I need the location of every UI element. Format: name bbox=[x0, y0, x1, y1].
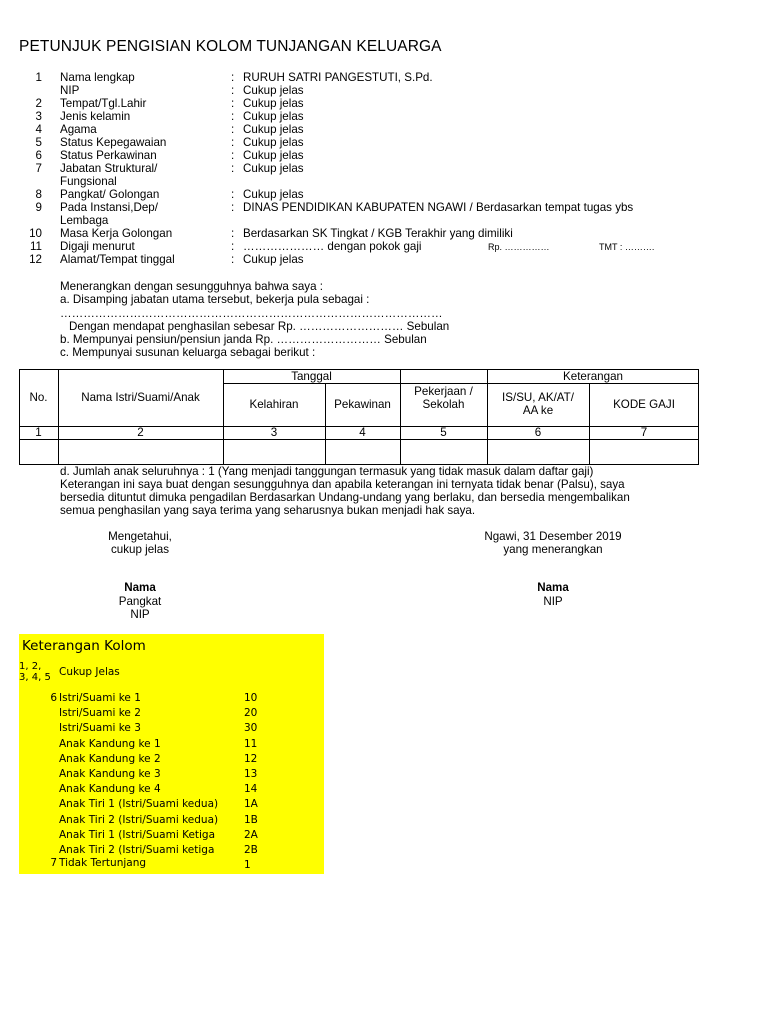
keterangan-row-label: Istri/Suami ke 1 bbox=[59, 692, 141, 704]
sig-left-sub: cukup jelas bbox=[110, 543, 169, 556]
sig-right-sub: yang menerangkan bbox=[503, 543, 603, 556]
field-separator: : bbox=[231, 71, 235, 84]
field-value: Cukup jelas bbox=[243, 110, 304, 123]
field-label: Fungsional bbox=[60, 175, 117, 188]
closing-p3: semua penghasilan yang saya terima yang seharusnya bukan menjadi hak saya. bbox=[60, 504, 476, 517]
closing-d: d. Jumlah anak seluruhnya : 1 (Yang menjadi tanggungan termasuk yang tidak masuk dalam daftar gaji) bbox=[60, 465, 594, 478]
statement-income: Dengan mendapat penghasilan sebesar Rp. ……………………… Sebulan bbox=[69, 320, 450, 333]
field-label: Lembaga bbox=[60, 214, 109, 227]
salary-tmt: TMT : ………. bbox=[599, 242, 655, 252]
keterangan-row-label: Anak Tiri 2 (Istri/Suami kedua) bbox=[59, 814, 219, 826]
field-label: Status Perkawinan bbox=[60, 149, 157, 162]
field-label: Digaji menurut bbox=[60, 240, 135, 253]
index-cell: 6 bbox=[534, 426, 542, 439]
field-label: Agama bbox=[60, 123, 97, 136]
sig-right-name: Nama bbox=[537, 581, 569, 594]
keterangan-kolom-title: Keterangan Kolom bbox=[22, 638, 146, 654]
field-value: Cukup jelas bbox=[243, 162, 304, 175]
field-separator: : bbox=[231, 97, 235, 110]
sig-left-head: Mengetahui, bbox=[108, 530, 172, 543]
field-label: Tempat/Tgl.Lahir bbox=[60, 97, 147, 110]
col-kode-header: KODE GAJI bbox=[613, 398, 675, 411]
field-number: 10 bbox=[29, 227, 42, 240]
field-separator: : bbox=[231, 136, 235, 149]
field-separator: : bbox=[231, 227, 235, 240]
keterangan-row-code: 12 bbox=[244, 753, 258, 765]
keterangan-row-code: 2A bbox=[244, 829, 258, 841]
col-issu-header bbox=[487, 391, 589, 417]
keterangan-first-nums bbox=[19, 661, 51, 683]
field-number: 12 bbox=[29, 253, 42, 266]
field-value: DINAS PENDIDIKAN KABUPATEN NGAWI / Berdasarkan tempat tugas ybs bbox=[243, 201, 634, 214]
field-number: 2 bbox=[35, 97, 42, 110]
statement-a: a. Disamping jabatan utama tersebut, bekerja pula sebagai : bbox=[60, 293, 370, 306]
field-separator: : bbox=[231, 201, 235, 214]
col-no-header: No. bbox=[29, 391, 48, 404]
col-issu-line2: AA ke bbox=[522, 404, 554, 417]
field-value: Cukup jelas bbox=[243, 136, 304, 149]
col-name-header: Nama Istri/Suami/Anak bbox=[81, 391, 200, 404]
field-separator: : bbox=[231, 240, 235, 253]
keterangan-first-nums-line2: 3, 4, 5 bbox=[19, 672, 51, 683]
sig-left-name: Nama bbox=[124, 581, 156, 594]
field-number: 3 bbox=[35, 110, 42, 123]
keterangan-row-code: 14 bbox=[244, 783, 258, 795]
field-separator: : bbox=[231, 123, 235, 136]
field-number: 7 bbox=[35, 162, 42, 175]
sig-left-nip: NIP bbox=[130, 608, 150, 621]
keterangan-first-label: Cukup Jelas bbox=[59, 666, 120, 678]
keterangan-row-code: 13 bbox=[244, 768, 258, 780]
closing-p1: Keterangan ini saya buat dengan sesungguhnya dan apabila keterangan ini ternyata tidak benar (Palsu), saya bbox=[60, 478, 625, 491]
field-value: Cukup jelas bbox=[243, 188, 304, 201]
field-number: 9 bbox=[35, 201, 42, 214]
field-label: Jenis kelamin bbox=[60, 110, 131, 123]
field-separator: : bbox=[231, 149, 235, 162]
field-separator: : bbox=[231, 162, 235, 175]
field-number: 4 bbox=[35, 123, 42, 136]
statement-b: b. Mempunyai pensiun/pensiun janda Rp. ……………………… Sebulan bbox=[60, 333, 427, 346]
field-value: Cukup jelas bbox=[243, 253, 304, 266]
col-pekerjaan-header bbox=[400, 385, 487, 411]
field-number: 1 bbox=[35, 71, 42, 84]
index-cell: 1 bbox=[35, 426, 42, 439]
col-tanggal-header: Tanggal bbox=[291, 370, 332, 383]
salary-rp: Rp. …………… bbox=[488, 242, 550, 252]
field-value: RURUH SATRI PANGESTUTI, S.Pd. bbox=[243, 71, 433, 84]
keterangan-row-label: Anak Tiri 1 (Istri/Suami Ketiga bbox=[59, 829, 216, 841]
field-value: Cukup jelas bbox=[243, 84, 304, 97]
col-pekawinan-header: Pekawinan bbox=[334, 398, 391, 411]
field-label: Status Kepegawaian bbox=[60, 136, 167, 149]
field-number: 11 bbox=[29, 240, 42, 253]
sig-right-nip: NIP bbox=[543, 595, 563, 608]
statement-intro: Menerangkan dengan sesungguhnya bahwa saya : bbox=[60, 280, 323, 293]
keterangan-row-code: 1B bbox=[244, 814, 258, 826]
field-separator: : bbox=[231, 110, 235, 123]
col-pekerjaan-line2: Sekolah bbox=[422, 398, 465, 411]
sig-right-date: Ngawi, 31 Desember 2019 bbox=[484, 530, 622, 543]
sig-left-rank: Pangkat bbox=[118, 595, 162, 608]
keterangan-row-label: Anak Tiri 1 (Istri/Suami kedua) bbox=[59, 798, 219, 810]
field-value: Cukup jelas bbox=[243, 149, 304, 162]
index-cell: 7 bbox=[640, 426, 648, 439]
index-cell: 3 bbox=[270, 426, 278, 439]
field-value: Cukup jelas bbox=[243, 97, 304, 110]
index-cell: 2 bbox=[137, 426, 144, 439]
keterangan-row-code: 2B bbox=[244, 844, 258, 856]
col-pekerjaan-line1: Pekerjaan / bbox=[414, 385, 473, 398]
index-cell: 4 bbox=[359, 426, 366, 439]
keterangan-row-label: Anak Kandung ke 1 bbox=[59, 738, 161, 750]
field-separator: : bbox=[231, 253, 235, 266]
keterangan-row-label: Anak Kandung ke 3 bbox=[59, 768, 161, 780]
closing-p2: bersedia dituntut dimuka pengadilan Berdasarkan Undang-undang yang berlaku, dan bersedia mengembalikan bbox=[60, 491, 630, 504]
statement-dots: ……………………………………………………………………………………… bbox=[60, 307, 443, 320]
col-keterangan-header: Keterangan bbox=[563, 370, 623, 383]
keterangan-row-number: 6 bbox=[50, 692, 57, 704]
field-number: 5 bbox=[35, 136, 42, 149]
field-label: Masa Kerja Golongan bbox=[60, 227, 173, 240]
keterangan-row-number: 7 bbox=[50, 857, 57, 869]
statement-c: c. Mempunyai susunan keluarga sebagai berikut : bbox=[60, 346, 316, 359]
index-cell: 5 bbox=[440, 426, 447, 439]
field-label: Alamat/Tempat tinggal bbox=[60, 253, 175, 266]
field-value: Cukup jelas bbox=[243, 123, 304, 136]
col-issu-line1: IS/SU, AK/AT/ bbox=[502, 391, 574, 404]
keterangan-row-code: 10 bbox=[244, 692, 258, 704]
keterangan-kolom-box bbox=[19, 634, 324, 874]
keterangan-row-code: 1 bbox=[244, 859, 251, 871]
field-label: Jabatan Struktural/ bbox=[60, 162, 158, 175]
family-table bbox=[19, 369, 699, 465]
field-value: Berdasarkan SK Tingkat / KGB Terakhir yang dimiliki bbox=[243, 227, 513, 240]
keterangan-row-label: Anak Tiri 2 (Istri/Suami ketiga bbox=[59, 844, 215, 856]
keterangan-row-label: Tidak Tertunjang bbox=[59, 857, 147, 869]
field-separator: : bbox=[231, 188, 235, 201]
keterangan-row-label: Anak Kandung ke 2 bbox=[59, 753, 161, 765]
field-value: ………………… dengan pokok gaji bbox=[243, 240, 422, 253]
field-number: 6 bbox=[35, 149, 42, 162]
keterangan-first-nums-line1: 1, 2, bbox=[19, 661, 42, 672]
field-label: Pada Instansi,Dep/ bbox=[60, 201, 158, 214]
field-label: NIP bbox=[60, 84, 80, 97]
keterangan-row-code: 30 bbox=[244, 722, 258, 734]
keterangan-row-code: 11 bbox=[244, 738, 258, 750]
field-label: Pangkat/ Golongan bbox=[60, 188, 160, 201]
page-title: PETUNJUK PENGISIAN KOLOM TUNJANGAN KELUARGA bbox=[19, 38, 442, 55]
field-number: 8 bbox=[35, 188, 42, 201]
field-label: Nama lengkap bbox=[60, 71, 135, 84]
keterangan-row-label: Anak Kandung ke 4 bbox=[59, 783, 161, 795]
keterangan-row-label: Istri/Suami ke 2 bbox=[59, 707, 141, 719]
col-kelahiran-header: Kelahiran bbox=[249, 398, 299, 411]
field-separator: : bbox=[231, 84, 235, 97]
keterangan-row-code: 20 bbox=[244, 707, 258, 719]
keterangan-row-label: Istri/Suami ke 3 bbox=[59, 722, 141, 734]
keterangan-row-code: 1A bbox=[244, 798, 258, 810]
